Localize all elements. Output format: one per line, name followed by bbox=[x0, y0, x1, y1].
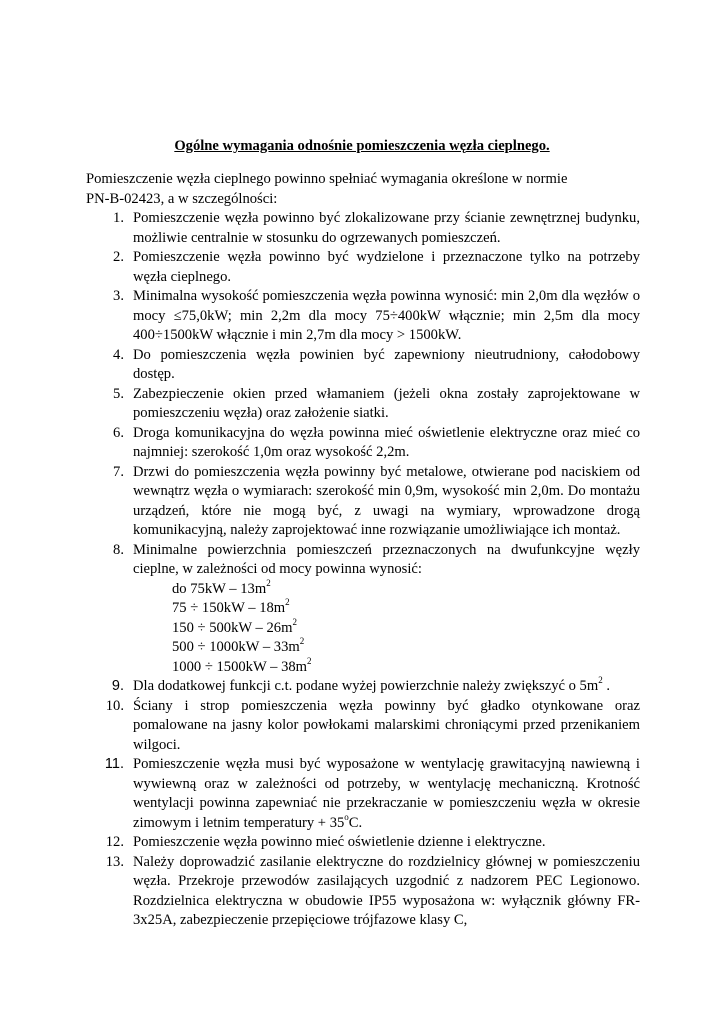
item-text: Pomieszczenie węzła musi być wyposażone w wentylację grawitacyjną nawiewną i wywiewną oraz w zależności od potrzeby, w wentylację mechaniczną. Krotność wentylacji powinna zapewniać nie przekraczanie w pomieszczeniu węzła w okresie zimowym i letnim temperatury + 35 bbox=[133, 756, 640, 831]
item-number: 6. bbox=[113, 424, 124, 441]
item-number: 9. bbox=[111, 678, 124, 694]
room-size-row bbox=[172, 655, 640, 678]
room-size-row bbox=[172, 616, 640, 639]
item-text-tail: C. bbox=[348, 814, 363, 831]
item-number: 3. bbox=[113, 288, 124, 304]
list-item bbox=[86, 697, 640, 756]
room-size-value: 500 ÷ 1000kW – 33m bbox=[172, 639, 300, 655]
item-text: Do pomieszczenia węzła powinien być zapewniony nieutrudniony, całodobowy dostęp. bbox=[133, 346, 640, 382]
list-item bbox=[86, 209, 640, 248]
list-item bbox=[86, 385, 640, 424]
item-number: 7. bbox=[113, 463, 124, 480]
list-item bbox=[86, 541, 640, 678]
item-text: Należy doprowadzić zasilanie elektryczne do rozdzielnicy głównej w pomieszczeniu węzła. Przekroje przewodów zasilających uzgodnić z nadzorem PEC Legionowo. Rozdzielnica elektryczna w obudowie IP55 wyposażona w: wyłącznik główny FR-3x25A, zabezpieczenie przepięciowe trójfazowe klasy C, bbox=[133, 853, 640, 928]
superscript: 2 bbox=[266, 577, 271, 588]
superscript: 2 bbox=[285, 597, 290, 608]
intro-paragraph bbox=[86, 170, 646, 209]
list-item bbox=[86, 287, 640, 346]
item-text: Zabezpieczenie okien przed włamaniem (jeżeli okna zostały zaprojektowane w pomieszczeniu węzła) oraz założenie siatki. bbox=[133, 385, 640, 421]
item-text: Pomieszczenie węzła powinno być zlokalizowane przy ścianie zewnętrznej budynku, możliwie centralnie w stosunku do ogrzewanych pomieszczeń. bbox=[133, 210, 640, 246]
list-item bbox=[86, 755, 640, 833]
list-item bbox=[86, 346, 640, 385]
document-title: Ogólne wymagania odnośnie pomieszczenia węzła cieplnego. bbox=[174, 138, 550, 154]
item-number: 12. bbox=[105, 834, 124, 850]
list-item bbox=[86, 677, 640, 697]
item-text: Drzwi do pomieszczenia węzła powinny być metalowe, otwierane pod naciskiem od wewnątrz węzła o wymiarach: szerokość min 0,9m, wysokość min 2,0m. Do montażu urządzeń, które nie mogą być, z uwagi na wymiary, wprowadzone drogą komunikacyjną, należy zaprojektować inne rozwiązanie umożliwiające ich montaż. bbox=[133, 463, 640, 538]
room-size-row bbox=[172, 577, 640, 600]
item-text: Minimalne powierzchnia pomieszczeń przeznaczonych na dwufunkcyjne węzły cieplne, w zależności od mocy powinna wynosić: bbox=[133, 541, 640, 577]
item-text-tail: . bbox=[602, 678, 611, 694]
superscript: 2 bbox=[292, 616, 297, 627]
item-number: 4. bbox=[113, 346, 124, 363]
item-number: 2. bbox=[113, 249, 124, 265]
item-text: Droga komunikacyjna do węzła powinna mieć oświetlenie elektryczne oraz mieć co najmniej: szerokość 1,0m oraz wysokość 2,2m. bbox=[133, 424, 640, 460]
room-size-table bbox=[133, 577, 640, 678]
list-item bbox=[86, 463, 640, 541]
requirements-list bbox=[86, 209, 640, 931]
list-item bbox=[86, 248, 640, 287]
item-text: Ściany i strop pomieszczenia węzła powinny być gładko otynkowane oraz pomalowane na jasny kolor powłokami malarskimi chroniącymi przed przenikaniem wilgoci. bbox=[133, 697, 640, 753]
item-number: 10. bbox=[105, 697, 124, 714]
item-text: Pomieszczenie węzła powinno mieć oświetlenie dzienne i elektryczne. bbox=[133, 834, 546, 850]
item-number: 8. bbox=[113, 541, 124, 558]
room-size-row bbox=[172, 599, 640, 619]
superscript: 2 bbox=[299, 636, 305, 647]
room-size-value: 150 ÷ 500kW – 26m bbox=[172, 619, 293, 636]
list-item bbox=[86, 424, 640, 463]
list-item bbox=[86, 853, 640, 931]
item-number: 5. bbox=[113, 385, 124, 402]
superscript: 2 bbox=[307, 655, 312, 666]
room-size-row bbox=[172, 638, 640, 658]
item-number: 13. bbox=[105, 853, 124, 870]
room-size-value: 1000 ÷ 1500kW – 38m bbox=[172, 658, 308, 675]
item-number: 11. bbox=[104, 756, 124, 772]
item-text: Dla dodatkowej funkcji c.t. podane wyżej powierzchnie należy zwiększyć o 5m bbox=[133, 678, 599, 694]
intro-line-1: Pomieszczenie węzła cieplnego powinno spełniać wymagania określone w normie bbox=[86, 171, 568, 187]
room-size-value: 75 ÷ 150kW – 18m bbox=[172, 600, 286, 616]
superscript: 2 bbox=[598, 675, 603, 686]
superscript: o bbox=[344, 811, 349, 822]
room-size-value: do 75kW – 13m bbox=[172, 580, 267, 597]
list-item bbox=[86, 833, 640, 853]
intro-line-2: PN-B-02423, a w szczególności: bbox=[86, 190, 278, 207]
item-text: Pomieszczenie węzła powinno być wydzielone i przeznaczone tylko na potrzeby węzła cieplnego. bbox=[133, 249, 640, 285]
item-number: 1. bbox=[113, 210, 124, 226]
item-text: Minimalna wysokość pomieszczenia węzła powinna wynosić: min 2,0m dla węzłów o mocy ≤75,0kW; min 2,2m dla mocy 75÷400kW włącznie; min 2,5m dla mocy 400÷1500kW włącznie i min 2,7m dla mocy > 1500kW. bbox=[133, 288, 640, 343]
